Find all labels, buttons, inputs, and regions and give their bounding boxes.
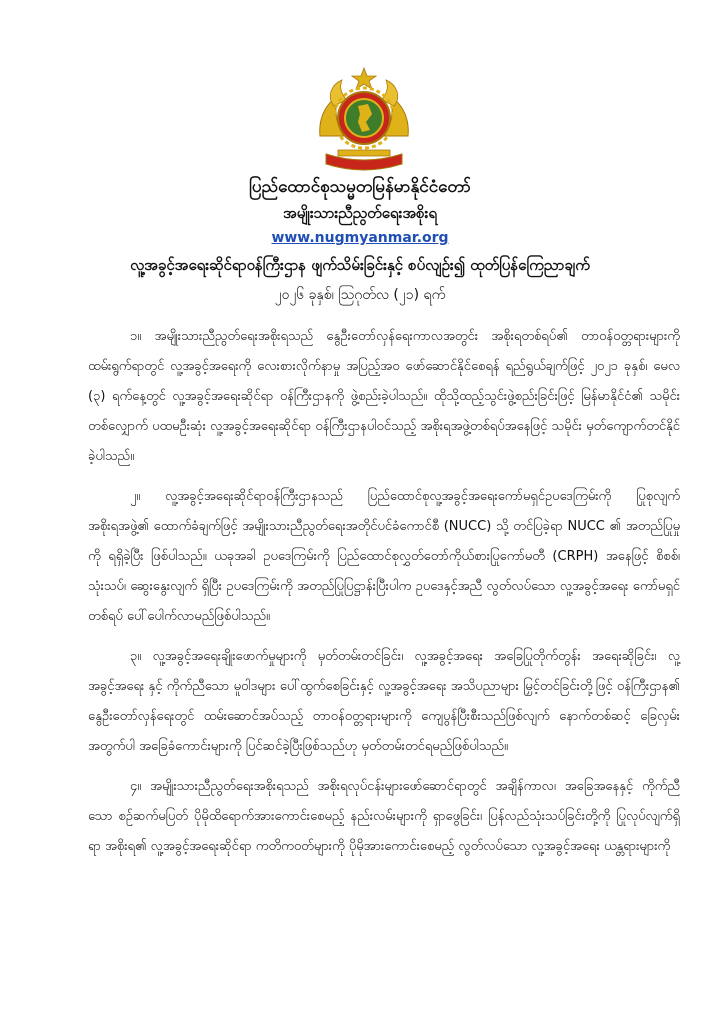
paragraph-4: ၄။ အမျိုးသားညီညွတ်ရေးအစိုးရသည် အစိုးရလုပ်ငန်းများဖော်ဆောင်ရာတွင် အချိန်ကာလ၊ အခြေအနေနှင့် ကိုက်ညီသော စဉ်ဆက်မပြတ် ပိုမိုထိရောက်အားကောင်းစေမည့် နည်းလမ်းများကို ရှာဖွေခြင်း၊ ပြန်လည်သုံးသပ်ခြင်းတို့ကို ပြုလုပ်လျက်ရှိရာ အစိုးရ၏ လူ့အခွင့်အရေးဆိုင်ရာ ကတိကဝတ်များကို ပိုမိုအားကောင်းစေမည့် လွတ်လပ်သော လူ့အခွင့်အရေး ယန္တရားများကို (88, 779, 680, 854)
state-seal-emblem-icon (316, 66, 412, 176)
paragraph-3: ၃။ လူ့အခွင့်အရေးချိုးဖောက်မှုများကို မှတ်တမ်းတင်ခြင်း၊ လူ့အခွင့်အရေး အခြေပြုတိုက်တွန်း အရေးဆိုခြင်း၊ လူ့အခွင့်အရေး နှင့် ကိုက်ညီသော မူဝါဒများ ပေါ်ထွက်စေခြင်းနှင့် လူ့အခွင့်အရေး အသိပညာများ မြှင့်တင်ခြင်းတို့ဖြင့် ဝန်ကြီးဌာန၏ နွေဦးတော်လှန်ရေးတွင် ထမ်းဆောင်အပ်သည့် တာဝန်ဝတ္တရားများကို ကျေပွန်ပြီးစီးသည်ဖြစ်လျက် နောက်တစ်ဆင့် ခြေလှမ်းအတွက်ပါ အခြေခံကောင်းများကို ပြင်ဆင်ခဲ့ပြီးဖြစ်သည်ဟု မှတ်တမ်းတင်ရမည်ဖြစ်ပါသည်။ (88, 649, 680, 754)
statement-date: ၂၀၂၆ ခုနှစ်၊ ဩဂုတ်လ (၂၁) ရက် (274, 287, 446, 303)
government-body: အမျိုးသားညီညွတ်ရေးအစိုးရ (283, 204, 437, 222)
website-link[interactable]: www.nugmyanmar.org (271, 230, 449, 246)
paragraph-2: ၂။ လူ့အခွင့်အရေးဆိုင်ရာဝန်ကြီးဌာနသည် ပြည်ထောင်စုလူ့အခွင့်အရေးကော်မရှင်ဥပဒေကြမ်းကို ပြုစုလျက် အစိုးရအဖွဲ့၏ ထောက်ခံချက်ဖြင့် အမျိုးသားညီညွတ်ရေးအတိုင်ပင်ခံကောင်စီ (NUCC) သို့ တင်ပြခဲ့ရာ NUCC ၏ အတည်ပြုမှုကို ရရှိခဲ့ပြီး ဖြစ်ပါသည်။ ယခုအခါ ဥပဒေကြမ်းကို ပြည်ထောင်စုလွှတ်တော်ကိုယ်စားပြုကော်မတီ (CRPH) အနေဖြင့် စိစစ်၊ သုံးသပ်၊ ဆွေးနွေးလျက် ရှိပြီး ဥပဒေကြမ်းကို အတည်ပြုပြဋ္ဌာန်းပြီးပါက ဥပဒေနှင့်အညီ လွတ်လပ်သော လူ့အခွင့်အရေး ကော်မရှင်တစ်ရပ် ပေါ်ပေါက်လာမည်ဖြစ်ပါသည်။ (88, 489, 680, 624)
statement-body (88, 322, 680, 872)
paragraph-1: ၁။ အမျိုးသားညီညွတ်ရေးအစိုးရသည် နွေဦးတော်လှန်ရေးကာလအတွင်း အစိုးရတစ်ရပ်၏ တာဝန်ဝတ္တရားများကို ထမ်းရွက်ရာတွင် လူ့အခွင့်အရေးကို လေးစားလိုက်နာမှု အပြည့်အဝ ဖော်ဆောင်နိုင်စေရန် ရည်ရွယ်ချက်ဖြင့် ၂၀၂၁ ခုနှစ်၊ မေလ (၃) ရက်နေ့တွင် လူ့အခွင့်အရေးဆိုင်ရာ ဝန်ကြီးဌာနကို ဖွဲ့စည်းခဲ့ပါသည်။ ထိုသို့ထည့်သွင်းဖွဲ့စည်းခြင်းဖြင့် မြန်မာနိုင်ငံ၏ သမိုင်းတစ်လျှောက် ပထမဦးဆုံး လူ့အခွင့်အရေးဆိုင်ရာ ဝန်ကြီးဌာနပါဝင်သည့် အစိုးရအဖွဲ့တစ်ရပ်အနေဖြင့် သမိုင်း မှတ်ကျောက်တင်နိုင်ခဲ့ပါသည်။ (88, 329, 680, 464)
statement-title: လူ့အခွင့်အရေးဆိုင်ရာဝန်ကြီးဌာန ဖျက်သိမ်းခြင်းနှင့် စပ်လျဉ်း၍ ထုတ်ပြန်ကြေညာချက် (130, 256, 590, 274)
government-title: ပြည်ထောင်စုသမ္မတမြန်မာနိုင်ငံတော် (249, 177, 471, 197)
